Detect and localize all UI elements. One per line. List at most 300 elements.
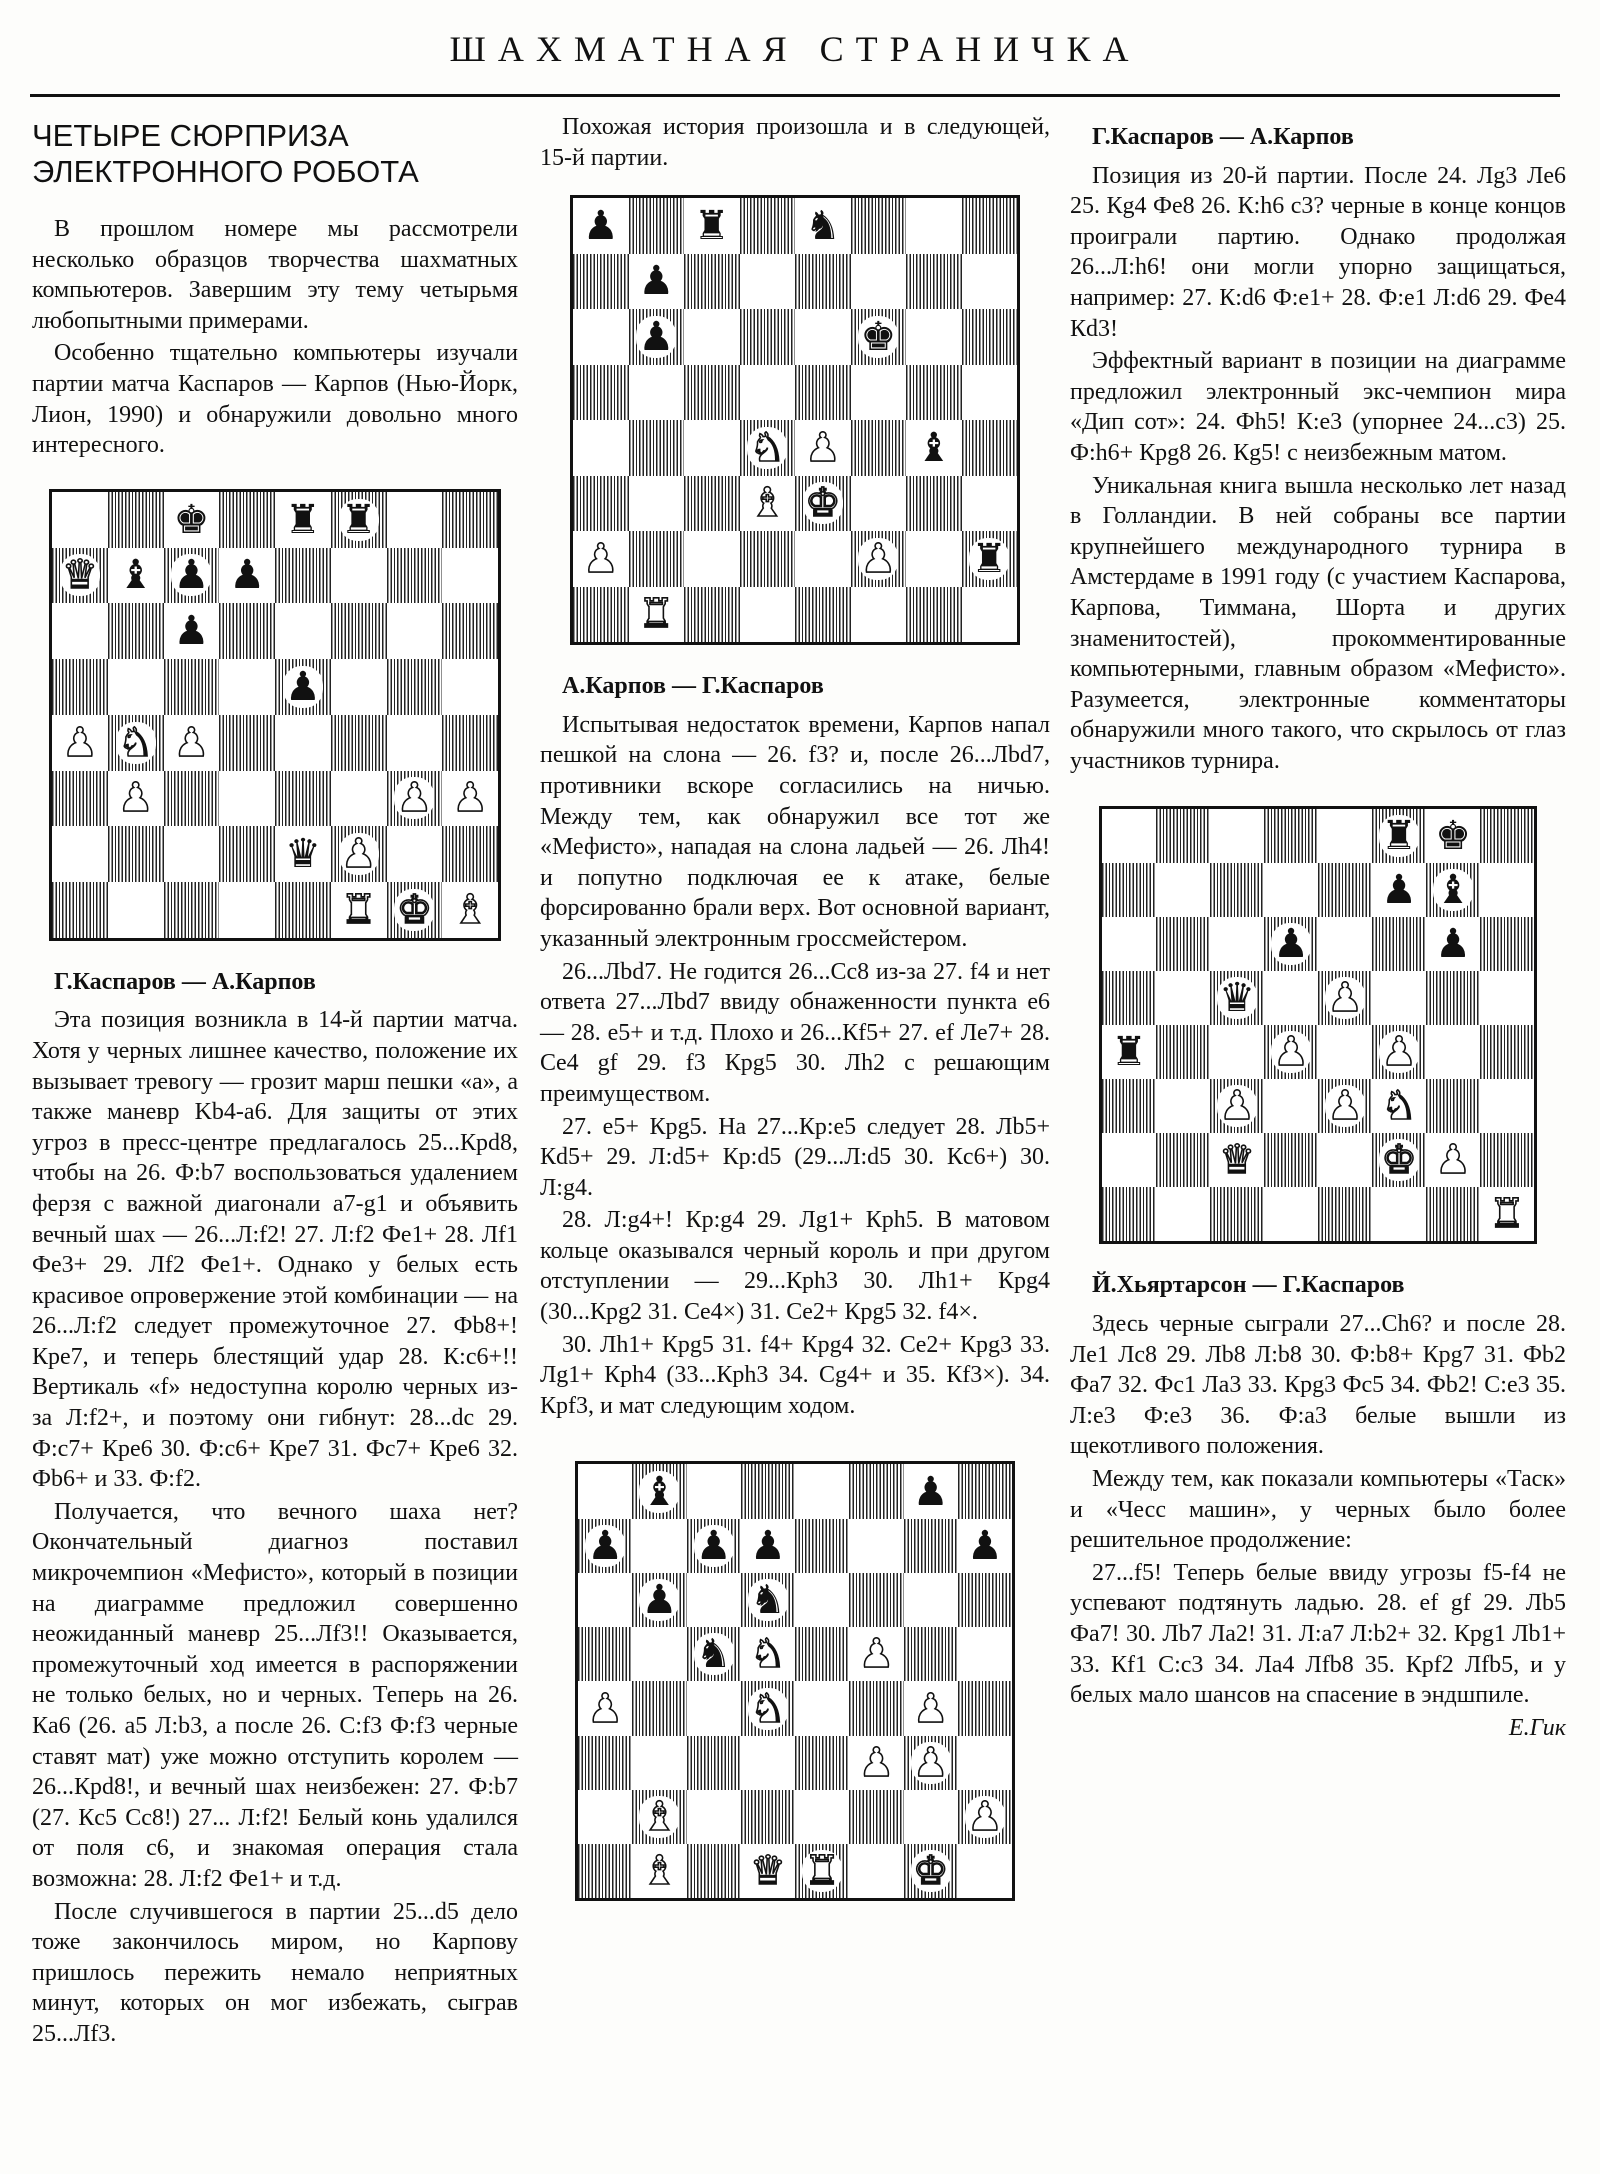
white-rook-icon: ♜ xyxy=(638,591,675,638)
board-square xyxy=(851,531,907,587)
board-square xyxy=(1156,1133,1210,1187)
board-square xyxy=(578,1464,632,1518)
board-square xyxy=(741,1573,795,1627)
board-square xyxy=(851,587,907,643)
white-knight-icon: ♞ xyxy=(117,719,154,766)
diagram-3-wrap xyxy=(540,1461,1050,1901)
black-king-icon: ♚ xyxy=(1435,813,1471,860)
board-square xyxy=(962,587,1018,643)
white-pawn-icon: ♟ xyxy=(804,424,841,471)
board-square xyxy=(1480,809,1534,863)
board-square xyxy=(1102,1025,1156,1079)
board-square xyxy=(108,771,164,827)
board-square xyxy=(442,603,498,659)
board-square xyxy=(1426,971,1480,1025)
board-square xyxy=(331,715,387,771)
board-square xyxy=(1480,1133,1534,1187)
board-square xyxy=(1372,1133,1426,1187)
column-2 xyxy=(540,112,1050,1901)
white-king-icon: ♚ xyxy=(912,1848,949,1895)
board-square xyxy=(331,603,387,659)
game2-heading: А.Карпов — Г.Каспаров xyxy=(562,673,824,700)
board-square xyxy=(1102,1187,1156,1241)
board-square xyxy=(1156,1025,1210,1079)
board-square xyxy=(442,492,498,548)
board-square xyxy=(52,715,108,771)
board-square xyxy=(1426,1133,1480,1187)
board-square xyxy=(219,715,275,771)
white-pawn-icon: ♟ xyxy=(1435,1137,1471,1184)
board-square xyxy=(740,254,796,310)
board-square xyxy=(795,531,851,587)
black-knight-icon: ♞ xyxy=(749,1577,786,1624)
board-square xyxy=(275,659,331,715)
black-pawn-icon: ♟ xyxy=(284,663,321,710)
board-square xyxy=(578,1573,632,1627)
white-bishop-icon: ♝ xyxy=(452,886,489,933)
white-pawn-icon: ♟ xyxy=(1219,1083,1255,1130)
board-square xyxy=(629,587,685,643)
page-header: ШАХМАТНАЯ СТРАНИЧКА xyxy=(449,29,1141,69)
board-square xyxy=(387,548,443,604)
white-bishop-icon: ♝ xyxy=(641,1848,678,1895)
board-square xyxy=(795,1681,849,1735)
board-square xyxy=(578,1681,632,1735)
white-pawn-icon: ♟ xyxy=(858,1631,895,1678)
board-square xyxy=(795,587,851,643)
board-square xyxy=(275,715,331,771)
header-rule xyxy=(30,94,1560,97)
black-pawn-icon: ♟ xyxy=(1435,921,1471,968)
board-square xyxy=(687,1464,741,1518)
black-bishop-icon: ♝ xyxy=(641,1468,678,1515)
game1-paragraph-2: Получается, что вечного шаха нет? Окончательный диагноз поставил микрочемпион «Мефисто», который в позиции на диаграмме предложил совершенно неожиданный маневр 25...Лf3!! Оказывается, промежуточный ход имеется в распоряжении не только белых, но и черных. Теперь на 26. Кa6 (26. a5 Л:b3, а после 26. С:f3 Ф:f3 черные ставят мат) уже можно отступить королем — 26...Крd8!, и вечный шах неизбежен: 27. Ф:b7 (27. Кc5 Сc8!) 27... Л:f2! Белый конь удалился от поля c6, и знакомая операция стала возможна: 28. Л:f2 Фe1+ и т.д. xyxy=(32,1498,518,1892)
article-title: ЧЕТЫРЕ СЮРПРИЗА ЭЛЕКТРОННОГО РОБОТА xyxy=(32,118,419,189)
board-square xyxy=(741,1464,795,1518)
board-square xyxy=(387,492,443,548)
board-square xyxy=(1426,1025,1480,1079)
white-king-icon: ♚ xyxy=(1381,1137,1417,1184)
board-square xyxy=(573,531,629,587)
board-square xyxy=(1372,1025,1426,1079)
board-square xyxy=(331,771,387,827)
board-square xyxy=(573,254,629,310)
white-knight-icon: ♞ xyxy=(749,424,786,471)
board-square xyxy=(1372,809,1426,863)
game1-heading: Г.Каспаров — А.Карпов xyxy=(54,968,316,995)
white-rook-icon: ♜ xyxy=(804,1848,841,1895)
board-square xyxy=(684,587,740,643)
board-square xyxy=(687,1519,741,1573)
board-square xyxy=(684,476,740,532)
black-knight-icon: ♞ xyxy=(804,202,841,249)
black-rook-icon: ♜ xyxy=(284,496,321,543)
board-square xyxy=(331,826,387,882)
board-square xyxy=(1102,917,1156,971)
board-square xyxy=(904,1464,958,1518)
board-square xyxy=(442,882,498,938)
board-square xyxy=(1426,1187,1480,1241)
board-square xyxy=(1318,809,1372,863)
game4-paragraph-2: Между тем, как показали компьютеры «Таск» и «Чесс машин», у черных было более решительное продолжение: xyxy=(1070,1466,1566,1554)
board-square xyxy=(629,309,685,365)
white-pawn-icon: ♟ xyxy=(587,1685,624,1732)
board-square xyxy=(1264,863,1318,917)
board-square xyxy=(52,548,108,604)
game3-heading: Г.Каспаров — А.Карпов xyxy=(1092,124,1354,150)
chess-diagram-4 xyxy=(1099,806,1537,1244)
board-square xyxy=(795,1573,849,1627)
white-bishop-icon: ♝ xyxy=(641,1794,678,1841)
board-square xyxy=(1426,1079,1480,1133)
board-square xyxy=(219,492,275,548)
diagram-2-wrap xyxy=(540,195,1050,645)
board-square xyxy=(629,531,685,587)
board-square xyxy=(687,1790,741,1844)
white-pawn-icon: ♟ xyxy=(396,775,433,822)
board-square xyxy=(906,587,962,643)
board-square xyxy=(1210,1187,1264,1241)
board-square xyxy=(442,659,498,715)
board-square xyxy=(164,715,220,771)
board-square xyxy=(687,1844,741,1898)
board-square xyxy=(629,420,685,476)
black-pawn-icon: ♟ xyxy=(1273,921,1309,968)
board-square xyxy=(849,1844,903,1898)
board-square xyxy=(632,1573,686,1627)
white-knight-icon: ♞ xyxy=(1381,1083,1417,1130)
board-square xyxy=(795,1736,849,1790)
board-square xyxy=(1102,809,1156,863)
white-pawn-icon: ♟ xyxy=(1327,1083,1363,1130)
board-square xyxy=(904,1573,958,1627)
board-square xyxy=(1480,1025,1534,1079)
board-square xyxy=(795,476,851,532)
board-square xyxy=(52,771,108,827)
black-rook-icon: ♜ xyxy=(693,202,730,249)
white-pawn-icon: ♟ xyxy=(912,1739,949,1786)
board-square xyxy=(1318,917,1372,971)
board-square xyxy=(1318,1187,1372,1241)
board-square xyxy=(632,1790,686,1844)
board-square xyxy=(578,1790,632,1844)
white-queen-icon: ♛ xyxy=(749,1848,786,1895)
board-square xyxy=(795,309,851,365)
board-square xyxy=(904,1736,958,1790)
board-square xyxy=(1156,971,1210,1025)
game4-paragraph-1: Здесь черные сыграли 27...Сh6? и после 28. Лe1 Лc8 29. Лb8 Л:b8 30. Ф:b8+ Крg7 31. Фb2 Фa7 32. Фc1 Лa3 33. Крg3 Фc5 34. Фb2! С:e3 35. Л:e3 Ф:e3 36. Ф:a3 белые вышли из щекотливого положения. xyxy=(1070,1311,1566,1460)
game2-paragraph-3: 27. e5+ Крg5. На 27...Кр:e5 следует 28. Лb5+ Кd5+ 29. Л:d5+ Кр:d5 (29...Л:d5 30. Кc6+) 30. Л:g4. xyxy=(540,1113,1050,1201)
white-pawn-icon: ♟ xyxy=(966,1794,1003,1841)
white-pawn-icon: ♟ xyxy=(582,535,619,582)
board-square xyxy=(687,1627,741,1681)
board-square xyxy=(164,492,220,548)
board-square xyxy=(795,1464,849,1518)
board-square xyxy=(1264,1079,1318,1133)
board-square xyxy=(442,548,498,604)
white-rook-icon: ♜ xyxy=(340,886,377,933)
black-pawn-icon: ♟ xyxy=(912,1468,949,1515)
board-square xyxy=(795,1844,849,1898)
board-square xyxy=(1372,971,1426,1025)
black-bishop-icon: ♝ xyxy=(1435,867,1471,914)
board-square xyxy=(1318,971,1372,1025)
board-square xyxy=(958,1519,1012,1573)
board-square xyxy=(740,309,796,365)
black-king-icon: ♚ xyxy=(173,496,210,543)
chess-diagram-3 xyxy=(575,1461,1015,1901)
board-square xyxy=(632,1844,686,1898)
board-square xyxy=(632,1519,686,1573)
black-rook-icon: ♜ xyxy=(1111,1029,1147,1076)
board-square xyxy=(849,1519,903,1573)
intro-paragraph-1: В прошлом номере мы рассмотрели несколько образцов творчества шахматных компьютеров. Завершим эту тему четырьмя любопытными примерами. xyxy=(32,216,518,334)
game3-paragraph-1: Позиция из 20-й партии. После 24. Лg3 Лe6 25. Кg4 Фe8 26. К:h6 c3? черные в конце концов проиграли партию. Однако продолжая 26...Л:h6! они могли упорно защищаться, например: 27. К:d6 Ф:e1+ 28. Ф:e1 Л:d6 29. Фe4 Кd3! xyxy=(1070,162,1566,342)
board-square xyxy=(219,659,275,715)
board-square xyxy=(275,492,331,548)
board-square xyxy=(962,365,1018,421)
board-square xyxy=(851,365,907,421)
board-square xyxy=(52,603,108,659)
board-square xyxy=(849,1790,903,1844)
board-square xyxy=(632,1464,686,1518)
board-square xyxy=(387,603,443,659)
board-square xyxy=(1480,863,1534,917)
white-pawn-icon: ♟ xyxy=(1327,975,1363,1022)
column-3 xyxy=(1070,112,1566,1743)
black-rook-icon: ♜ xyxy=(971,535,1008,582)
board-square xyxy=(1372,863,1426,917)
black-queen-icon: ♛ xyxy=(284,831,321,878)
board-square xyxy=(741,1519,795,1573)
white-pawn-icon: ♟ xyxy=(452,775,489,822)
board-square xyxy=(740,365,796,421)
black-queen-icon: ♛ xyxy=(1219,975,1255,1022)
board-square xyxy=(906,254,962,310)
board-square xyxy=(164,826,220,882)
board-square xyxy=(741,1844,795,1898)
white-pawn-icon: ♟ xyxy=(340,831,377,878)
board-square xyxy=(849,1627,903,1681)
board-square xyxy=(741,1736,795,1790)
board-square xyxy=(795,1519,849,1573)
board-square xyxy=(684,365,740,421)
board-square xyxy=(904,1627,958,1681)
board-square xyxy=(331,492,387,548)
game3-paragraph-2: Эффектный вариант в позиции на диаграмме предложил электронный экс-чемпион мира «Дип сот»: 24. Фh5! К:e3 (упорнее 24...c3) 25. Ф:h6+ Крg8 26. Кg5! с неизбежным матом. xyxy=(1070,348,1566,466)
board-square xyxy=(849,1464,903,1518)
board-square xyxy=(962,476,1018,532)
board-square xyxy=(906,365,962,421)
diagram-1-wrap xyxy=(32,489,518,941)
black-pawn-icon: ♟ xyxy=(173,608,210,655)
board-square xyxy=(1318,863,1372,917)
board-square xyxy=(578,1844,632,1898)
board-square xyxy=(684,420,740,476)
board-square xyxy=(387,826,443,882)
board-square xyxy=(795,1627,849,1681)
black-pawn-icon: ♟ xyxy=(638,258,675,305)
black-knight-icon: ♞ xyxy=(695,1631,732,1678)
author-signature: Е.Гик xyxy=(1508,1714,1566,1741)
board-square xyxy=(1156,1187,1210,1241)
board-square xyxy=(1210,917,1264,971)
black-pawn-icon: ♟ xyxy=(749,1522,786,1569)
board-square xyxy=(1102,1079,1156,1133)
black-rook-icon: ♜ xyxy=(1381,813,1417,860)
board-square xyxy=(331,548,387,604)
board-square xyxy=(904,1681,958,1735)
board-square xyxy=(1264,1133,1318,1187)
board-square xyxy=(962,198,1018,254)
white-pawn-icon: ♟ xyxy=(1381,1029,1417,1076)
board-square xyxy=(1318,1133,1372,1187)
board-square xyxy=(387,659,443,715)
game4-heading: Й.Хьяртарсон — Г.Каспаров xyxy=(1092,1272,1405,1299)
game1-paragraph-1: Эта позиция возникла в 14-й партии матча. Хотя у черных лишнее качество, положение их вызывает тревогу — грозит марш пешки «а», а также маневр Kb4-a6. Для защиты от этих угроз в пресс-центре предлагалось 25...Крd8, чтобы на 26. Ф:b7 воспользоваться удалением ферзя с важной диагонали a7-g1 и объявить вечный шах — 26...Л:f2! 27. Л:f2 Фe1+ 28. Лf1 Фe3+ 29. Лf2 Фe1+. Однако у белых есть красивое опровержение этой комбинации — на 26...Л:f2 следует промежуточное 27. Фb8+! Крe7, и теперь блестящий удар 28. К:c6+!! Вертикаль «f» недоступна королю черных из-за Л:f2+, и поэтому они гибнут: 28...dc 29. Ф:c7+ Крe6 30. Ф:c6+ Крe7 31. Фc7+ Крe6 32. Фb6+ и 33. Ф:f2. xyxy=(32,1007,518,1493)
board-square xyxy=(958,1844,1012,1898)
board-square xyxy=(573,476,629,532)
black-pawn-icon: ♟ xyxy=(1381,867,1417,914)
black-pawn-icon: ♟ xyxy=(641,1577,678,1624)
board-square xyxy=(906,198,962,254)
board-square xyxy=(387,715,443,771)
board-square xyxy=(962,254,1018,310)
board-square xyxy=(1318,1079,1372,1133)
board-square xyxy=(52,882,108,938)
column-1 xyxy=(32,112,518,2050)
board-square xyxy=(851,309,907,365)
board-square xyxy=(52,826,108,882)
board-square xyxy=(1210,1079,1264,1133)
board-square xyxy=(52,659,108,715)
board-square xyxy=(629,476,685,532)
game2-paragraph-4: 28. Л:g4+! Кр:g4 29. Лg1+ Крh5. В матовом кольце оказывался черный король и при другом отступлении — 29...Крh3 30. Лh1+ Крg4 (30...Крg2 31. Сe4×) 31. Сe2+ Крg5 32. f4×. xyxy=(540,1207,1050,1326)
game4-paragraph-3: 27...f5! Теперь белые ввиду угрозы f5-f4 не успевают подтянуть ладью. 28. ef gf 29. Лb5 Фa7! 30. Лb7 Лa2! 31. Л:a7 Л:b2+ 32. Крg1 Лb1+ 33. Кf1 С:c3 34. Лa4 Лfb8 35. Крf2 Лfb5, и у белых мало шансов на спасение в эндшпиле. xyxy=(1070,1559,1566,1709)
board-square xyxy=(164,659,220,715)
board-square xyxy=(632,1736,686,1790)
board-square xyxy=(219,603,275,659)
board-square xyxy=(275,548,331,604)
board-square xyxy=(1480,971,1534,1025)
board-square xyxy=(906,531,962,587)
board-square xyxy=(1372,1079,1426,1133)
black-king-icon: ♚ xyxy=(860,313,897,360)
board-square xyxy=(219,548,275,604)
white-knight-icon: ♞ xyxy=(749,1631,786,1678)
board-square xyxy=(578,1627,632,1681)
board-square xyxy=(687,1736,741,1790)
board-square xyxy=(52,492,108,548)
black-pawn-icon: ♟ xyxy=(587,1522,624,1569)
board-square xyxy=(741,1790,795,1844)
board-square xyxy=(1156,863,1210,917)
board-square xyxy=(962,531,1018,587)
board-square xyxy=(1480,917,1534,971)
intro-paragraph-2: Особенно тщательно компьютеры изучали партии матча Каспаров — Карпов (Нью-Йорк, Лион, 1990) и обнаружили довольно много интересного. xyxy=(32,340,518,459)
board-square xyxy=(219,882,275,938)
board-square xyxy=(108,659,164,715)
board-square xyxy=(573,198,629,254)
black-pawn-icon: ♟ xyxy=(173,552,210,599)
board-square xyxy=(442,826,498,882)
board-square xyxy=(1264,1187,1318,1241)
white-pawn-icon: ♟ xyxy=(912,1685,949,1732)
board-square xyxy=(741,1627,795,1681)
board-square xyxy=(1102,863,1156,917)
board-square xyxy=(275,826,331,882)
white-pawn-icon: ♟ xyxy=(61,719,98,766)
board-square xyxy=(740,198,796,254)
board-square xyxy=(687,1681,741,1735)
board-square xyxy=(962,309,1018,365)
board-square xyxy=(741,1681,795,1735)
board-square xyxy=(1210,971,1264,1025)
chess-diagram-2 xyxy=(570,195,1020,645)
board-square xyxy=(573,587,629,643)
board-square xyxy=(629,365,685,421)
board-square xyxy=(632,1627,686,1681)
board-square xyxy=(958,1681,1012,1735)
board-square xyxy=(851,476,907,532)
board-square xyxy=(387,882,443,938)
white-pawn-icon: ♟ xyxy=(117,775,154,822)
board-square xyxy=(906,420,962,476)
board-square xyxy=(1372,917,1426,971)
board-square xyxy=(906,476,962,532)
white-king-icon: ♚ xyxy=(396,886,433,933)
black-pawn-icon: ♟ xyxy=(966,1522,1003,1569)
black-bishop-icon: ♝ xyxy=(117,552,154,599)
board-square xyxy=(795,198,851,254)
board-square xyxy=(906,309,962,365)
board-square xyxy=(958,1627,1012,1681)
board-square xyxy=(958,1790,1012,1844)
board-square xyxy=(962,420,1018,476)
board-square xyxy=(331,659,387,715)
chess-diagram-1 xyxy=(49,489,501,941)
board-square xyxy=(1264,971,1318,1025)
board-square xyxy=(904,1790,958,1844)
board-square xyxy=(849,1573,903,1627)
board-square xyxy=(632,1681,686,1735)
white-king-icon: ♚ xyxy=(804,480,841,527)
board-square xyxy=(684,198,740,254)
board-square xyxy=(275,603,331,659)
black-pawn-icon: ♟ xyxy=(582,202,619,249)
board-square xyxy=(442,715,498,771)
white-knight-icon: ♞ xyxy=(749,1685,786,1732)
board-square xyxy=(1156,917,1210,971)
white-pawn-icon: ♟ xyxy=(858,1739,895,1786)
game1-paragraph-4: Похожая история произошла и в следующей, 15-й партии. xyxy=(540,114,1050,171)
board-square xyxy=(629,254,685,310)
board-square xyxy=(1210,1025,1264,1079)
board-square xyxy=(684,254,740,310)
black-pawn-icon: ♟ xyxy=(638,313,675,360)
board-square xyxy=(1210,863,1264,917)
board-square xyxy=(108,603,164,659)
board-square xyxy=(1480,1079,1534,1133)
board-square xyxy=(108,882,164,938)
board-square xyxy=(1156,1079,1210,1133)
board-square xyxy=(331,882,387,938)
game2-paragraph-5: 30. Лh1+ Крg5 31. f4+ Крg4 32. Сe2+ Крg3 33. Лg1+ Крh4 (33...Крh3 34. Сg4+ и 35. Кf3×). 34. Крf3, и мат следующим ходом. xyxy=(540,1331,1050,1419)
board-square xyxy=(573,309,629,365)
white-pawn-icon: ♟ xyxy=(173,719,210,766)
board-square xyxy=(1156,809,1210,863)
board-square xyxy=(851,254,907,310)
